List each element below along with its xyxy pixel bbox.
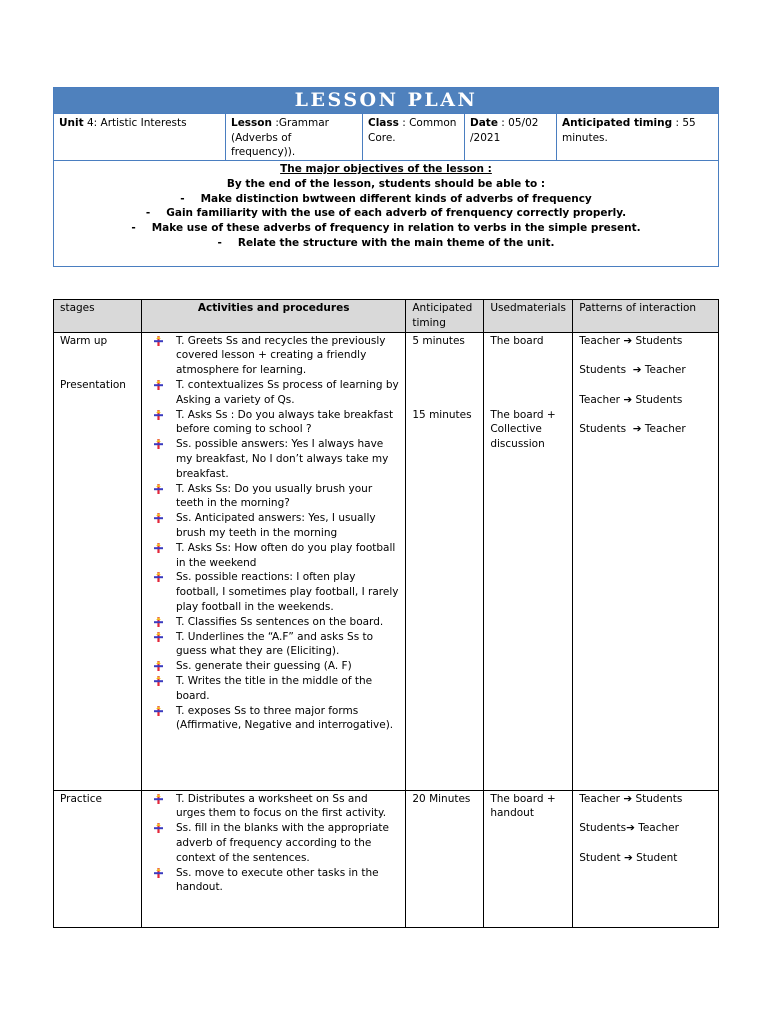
list-item: T. Asks Ss : Do you always take breakfast before coming to school ? (176, 408, 399, 438)
class-label: Class (368, 117, 399, 129)
objective-item: - Make distinction bwtween different kinds of adverbs of frequency (180, 192, 592, 205)
list-item: T. Asks Ss: Do you usually brush your teeth in the morning? (176, 482, 399, 512)
interaction-pattern: Teacher ➔ Students (579, 393, 683, 406)
header-materials: Usedmaterials (484, 300, 573, 333)
timing-label: Anticipated timing (562, 117, 673, 129)
arrow-bullet-icon (154, 632, 163, 642)
list-item: T. exposes Ss to three major forms (Affirmative, Negative and interrogative). (176, 704, 399, 734)
header-activities: Activities and procedures (141, 300, 405, 333)
arrow-bullet-icon (154, 439, 163, 449)
list-item: Ss. fill in the blanks with the appropriate adverb of frequency according to the context of the sentences. (176, 821, 399, 865)
header-interaction: Patterns of interaction (573, 300, 719, 333)
stages-cell (54, 790, 142, 927)
date-value: : 05/02 /2021 (470, 117, 539, 144)
header-timing: Anticipated timing (406, 300, 484, 333)
lesson-label: Lesson (231, 117, 273, 129)
timing-cell (557, 114, 718, 160)
arrow-bullet-icon (154, 484, 163, 494)
list-item: T. Distributes a worksheet on Ss and urges them to focus on the first activity. (176, 792, 399, 822)
table-row (54, 790, 719, 927)
interaction-pattern: Student ➔ Student (579, 851, 678, 864)
interaction-pattern: Teacher ➔ Students (579, 334, 683, 347)
dash-marker: - (131, 222, 136, 235)
timing-value: 15 minutes (412, 408, 472, 421)
procedures-table (53, 299, 719, 928)
timing-cell (406, 332, 484, 790)
class-cell (363, 114, 465, 160)
arrow-bullet-icon (154, 543, 163, 553)
lesson-value: :Grammar (Adverbs of frequency)). (231, 117, 329, 158)
arrow-bullet-icon (154, 410, 163, 420)
objective-item: - Relate the structure with the main theme of the unit. (217, 236, 555, 249)
dash-marker: - (217, 236, 222, 249)
class-value: : Common Core. (368, 117, 457, 144)
stage-warm-up: Warm up (60, 334, 108, 347)
objectives-section (54, 161, 718, 251)
materials-cell (484, 332, 573, 790)
arrow-right-icon: ➔ (632, 364, 642, 377)
lesson-header-box (53, 87, 719, 267)
objective-item: - Make use of these adverbs of frequency in relation to verbs in the simple present. (131, 222, 641, 235)
timing-cell (406, 790, 484, 927)
dash-marker: - (145, 207, 151, 220)
timing-value: : 55 minutes. (562, 117, 696, 144)
list-item: T. contextualizes Ss process of learning by Asking a variety of Qs. (176, 378, 399, 408)
arrow-bullet-icon (154, 380, 163, 390)
list-item: Ss. move to execute other tasks in the handout. (176, 866, 399, 896)
timing-value: 5 minutes (412, 334, 465, 347)
list-item: T. Greets Ss and recycles the previously covered lesson + creating a friendly atmosphere for learning. (176, 334, 399, 378)
header-stages: stages (54, 300, 142, 333)
interaction-pattern: Students ➔ Teacher (579, 423, 686, 436)
materials-cell (484, 790, 573, 927)
timing-value: 20 Minutes (412, 792, 471, 805)
arrow-right-icon: ➔ (623, 851, 633, 864)
date-cell (465, 114, 557, 160)
list-item: Ss. generate their guessing (A. F) (176, 659, 399, 674)
table-row (54, 332, 719, 790)
unit-label: Unit (59, 117, 84, 129)
stages-cell (54, 332, 142, 790)
material-value: The board + Collective discussion (490, 408, 556, 451)
arrow-bullet-icon (154, 868, 163, 878)
unit-value: 4: Artistic Interests (83, 117, 187, 129)
interaction-pattern: Students ➔ Teacher (579, 364, 686, 377)
stage-presentation: Presentation (60, 378, 126, 391)
list-item: T. Writes the title in the middle of the board. (176, 674, 399, 704)
arrow-bullet-icon (154, 572, 163, 582)
arrow-right-icon: ➔ (623, 792, 633, 805)
list-item: Ss. possible answers: Yes I always have my breakfast, No I don’t always take my breakfast. (176, 437, 399, 481)
activities-cell (141, 332, 405, 790)
arrow-bullet-icon (154, 661, 163, 671)
table-header-row (54, 300, 719, 333)
list-item: Ss. possible reactions: I often play football, I sometimes play football, I rarely play football in the weekends. (176, 570, 399, 614)
arrow-bullet-icon (154, 617, 163, 627)
objective-item: - Gain familiarity with the use of each adverb of frenquency correctly properly. (145, 207, 627, 220)
list-item: T. Classifies Ss sentences on the board. (176, 615, 399, 630)
list-item: Ss. Anticipated answers: Yes, I usually brush my teeth in the morning (176, 511, 399, 541)
arrow-bullet-icon (154, 676, 163, 686)
interaction-pattern: Teacher ➔ Students (579, 792, 683, 805)
activities-cell (141, 790, 405, 927)
list-item: T. Asks Ss: How often do you play football in the weekend (176, 541, 399, 571)
date-label: Date (470, 117, 498, 129)
interaction-cell (573, 790, 719, 927)
arrow-bullet-icon (154, 706, 163, 716)
arrow-right-icon: ➔ (626, 822, 635, 835)
dash-marker: - (180, 192, 185, 205)
interaction-cell (573, 332, 719, 790)
arrow-bullet-icon (154, 823, 163, 833)
lesson-plan-title: LESSON PLAN (54, 88, 718, 114)
lesson-info-row (54, 114, 718, 161)
lesson-cell (226, 114, 363, 160)
arrow-right-icon: ➔ (623, 334, 633, 347)
arrow-bullet-icon (154, 336, 163, 346)
arrow-right-icon: ➔ (632, 423, 642, 436)
arrow-right-icon: ➔ (623, 393, 633, 406)
arrow-bullet-icon (154, 794, 163, 804)
unit-cell (54, 114, 226, 160)
list-item: T. Underlines the “A.F” and asks Ss to guess what they are (Eliciting). (176, 630, 399, 660)
stage-practice: Practice (60, 792, 102, 805)
material-value: The board + handout (490, 792, 556, 820)
interaction-pattern: Students➔ Teacher (579, 822, 679, 835)
objectives-title: The major objectives of the lesson : (280, 163, 492, 175)
objectives-intro: By the end of the lesson, students should be able to : (226, 177, 546, 190)
material-value: The board (490, 334, 544, 347)
arrow-bullet-icon (154, 513, 163, 523)
